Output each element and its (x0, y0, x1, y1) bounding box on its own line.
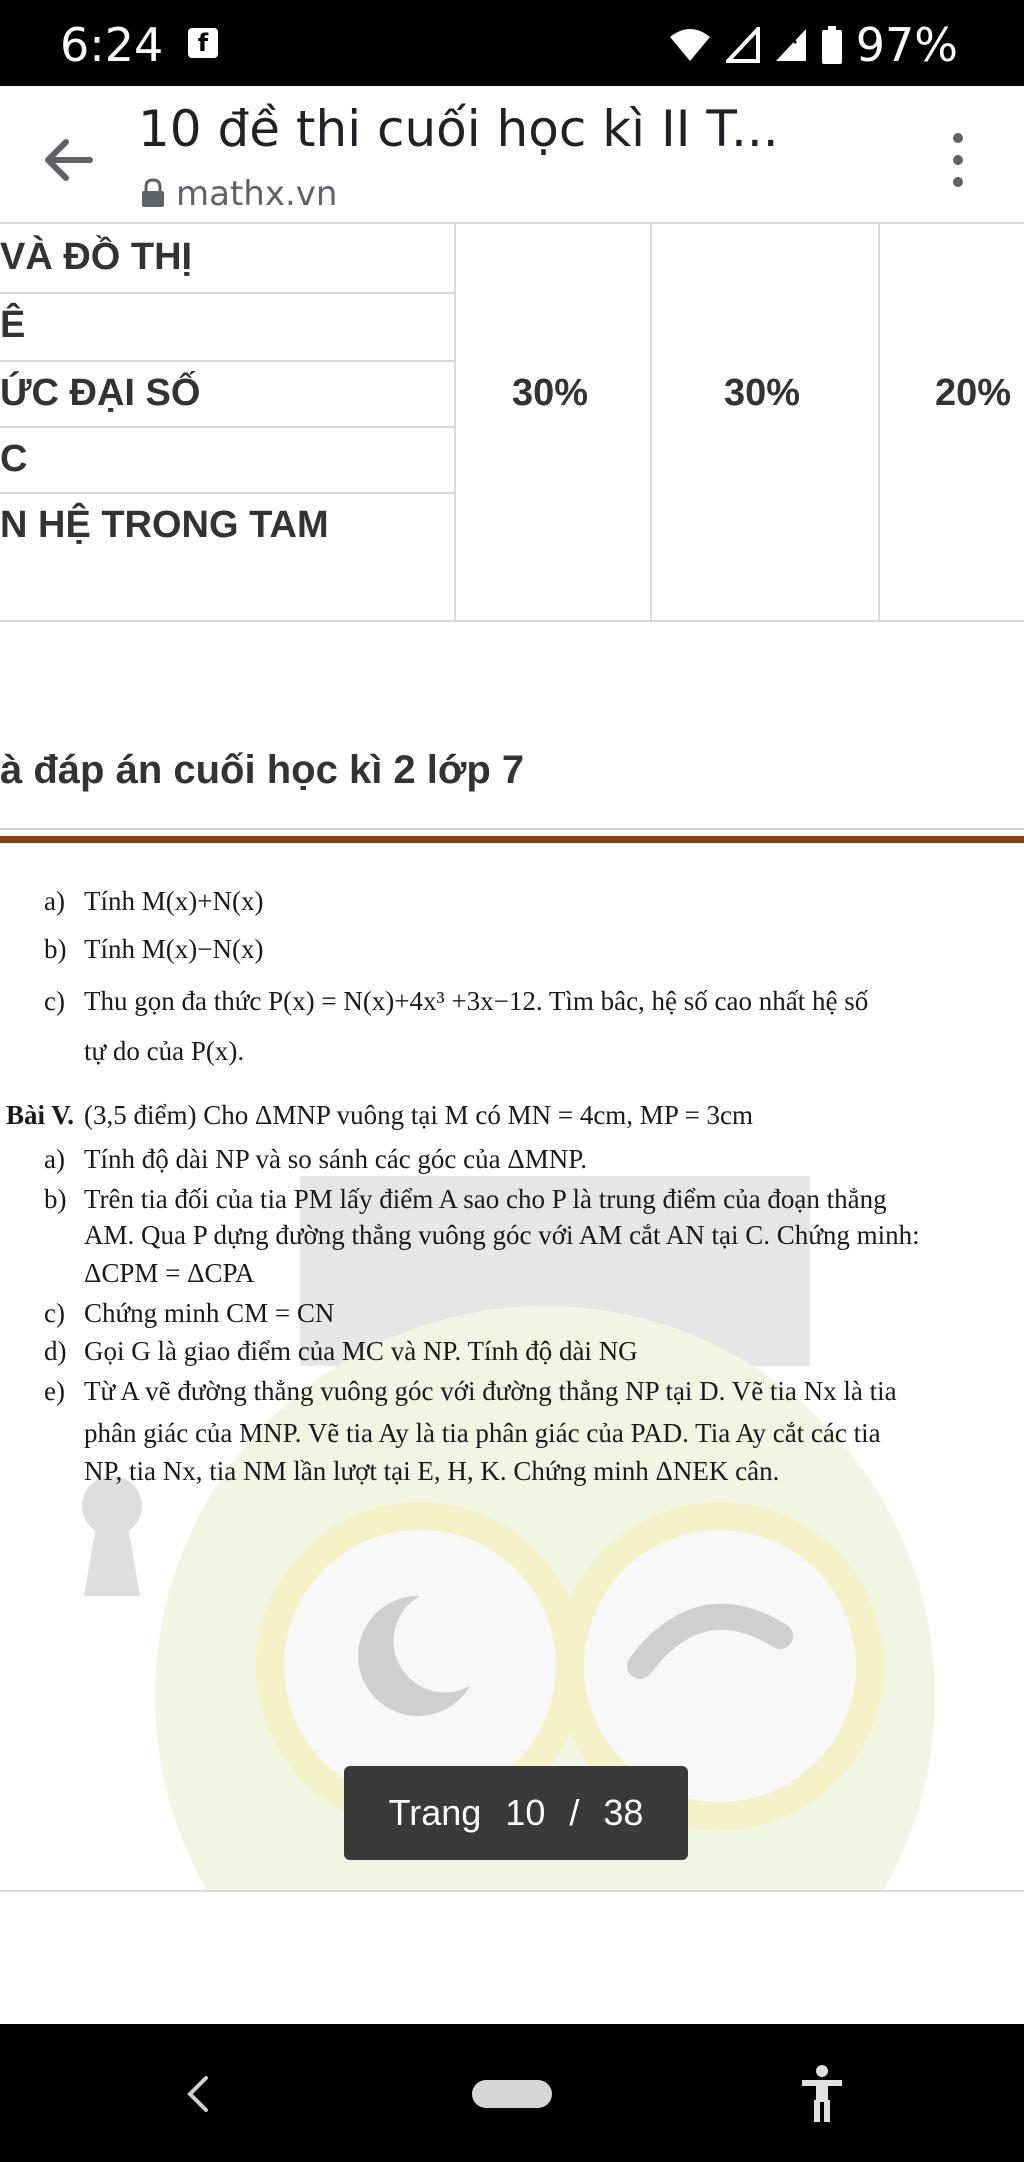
list-item-text: ΔCPM = ΔCPA (84, 1258, 255, 1288)
wifi-icon (668, 27, 712, 63)
browser-app-bar (0, 86, 1024, 222)
table-row-label: Ê (0, 304, 26, 346)
table-row-divider (0, 292, 455, 294)
list-marker: c) (44, 1298, 65, 1328)
content-table (0, 222, 1024, 622)
table-row-divider (0, 426, 455, 428)
table-border (0, 222, 1024, 224)
page-indicator-label: Trang (388, 1792, 482, 1833)
list-marker: b) (44, 934, 67, 964)
list-marker: e) (44, 1376, 65, 1406)
table-col-divider (878, 222, 880, 622)
page-separator: / (569, 1792, 580, 1833)
list-item-text: NP, tia Nx, tia NM lần lượt tại E, H, K. Chứng minh ΔNEK cân. (84, 1456, 780, 1486)
table-border (0, 620, 1024, 622)
signal-icon (726, 27, 760, 63)
list-item-text: Tính M(x)+N(x) (84, 886, 264, 916)
list-marker: d) (44, 1336, 67, 1366)
table-row-label: ỨC ĐẠI SỐ (0, 372, 201, 414)
page-indicator (344, 1766, 688, 1860)
page-total: 38 (603, 1792, 644, 1833)
more-vert-icon[interactable] (952, 130, 964, 190)
nav-back-icon[interactable] (186, 2074, 210, 2114)
document-page[interactable] (0, 846, 1024, 1890)
list-marker: a) (44, 1144, 65, 1174)
page-current: 10 (505, 1792, 546, 1833)
table-row-divider (0, 360, 455, 362)
page-title[interactable]: 10 đề thi cuối học kì II T... (138, 100, 779, 158)
table-percentage: 20% (935, 372, 1012, 414)
status-icons (668, 18, 958, 72)
status-bar (0, 0, 1024, 86)
list-item-text: Trên tia đối của tia PM lấy điểm A sao cho P là trung điểm của đoạn thẳng (84, 1184, 887, 1214)
list-marker: c) (44, 986, 65, 1016)
table-col-divider (454, 222, 456, 622)
battery-percent: 97% (855, 18, 958, 72)
table-row-divider (0, 492, 455, 494)
back-arrow-icon[interactable] (40, 132, 96, 188)
page-url[interactable]: mathx.vn (176, 174, 338, 214)
list-item-text: Từ A vẽ đường thẳng vuông góc với đường thẳng NP tại D. Vẽ tia Nx là tia (84, 1376, 897, 1406)
accent-divider (0, 836, 1024, 843)
accessibility-icon[interactable] (800, 2064, 844, 2122)
list-item-text: Chứng minh CM = CN (84, 1298, 335, 1328)
facebook-icon: f (188, 28, 218, 58)
list-item-text: Tính M(x)−N(x) (84, 934, 264, 964)
table-percentage: 30% (512, 372, 589, 414)
table-col-divider (650, 222, 652, 622)
list-item-text: Thu gọn đa thức P(x) = N(x)+4x³ +3x−12. Tìm bâc, hệ số cao nhất hệ số (84, 986, 869, 1016)
divider (0, 828, 1024, 830)
battery-icon (822, 26, 842, 64)
table-row-label: N HỆ TRONG TAM (0, 504, 329, 546)
nav-home-pill[interactable] (472, 2080, 552, 2108)
signal-no-data-icon (774, 27, 808, 63)
exercise-label: Bài V. (6, 1100, 75, 1130)
list-item-text: AM. Qua P dựng đường thẳng vuông góc với AM cắt AN tại C. Chứng minh: (84, 1220, 920, 1250)
table-row-label: C (0, 438, 28, 480)
list-item-text: Gọi G là giao điểm của MC và NP. Tính độ dài NG (84, 1336, 638, 1366)
lock-icon (140, 178, 166, 208)
status-time: 6:24 (60, 18, 164, 72)
list-item-text: Tính độ dài NP và so sánh các góc của ΔMNP. (84, 1144, 588, 1174)
table-percentage: 30% (724, 372, 801, 414)
divider (0, 1890, 1024, 1892)
section-heading: à đáp án cuối học kì 2 lớp 7 (0, 748, 525, 792)
list-marker: b) (44, 1184, 67, 1214)
system-nav-bar (0, 2024, 1024, 2162)
list-item-text: tự do của P(x). (84, 1036, 245, 1066)
list-marker: a) (44, 886, 65, 916)
exercise-text: (3,5 điểm) Cho ΔMNP vuông tại M có MN = 4cm, MP = 3cm (84, 1100, 754, 1130)
table-row-label: VÀ ĐỒ THỊ (0, 236, 193, 278)
list-item-text: phân giác của MNP. Vẽ tia Ay là tia phân giác của PAD. Tia Ay cắt các tia (84, 1418, 881, 1448)
